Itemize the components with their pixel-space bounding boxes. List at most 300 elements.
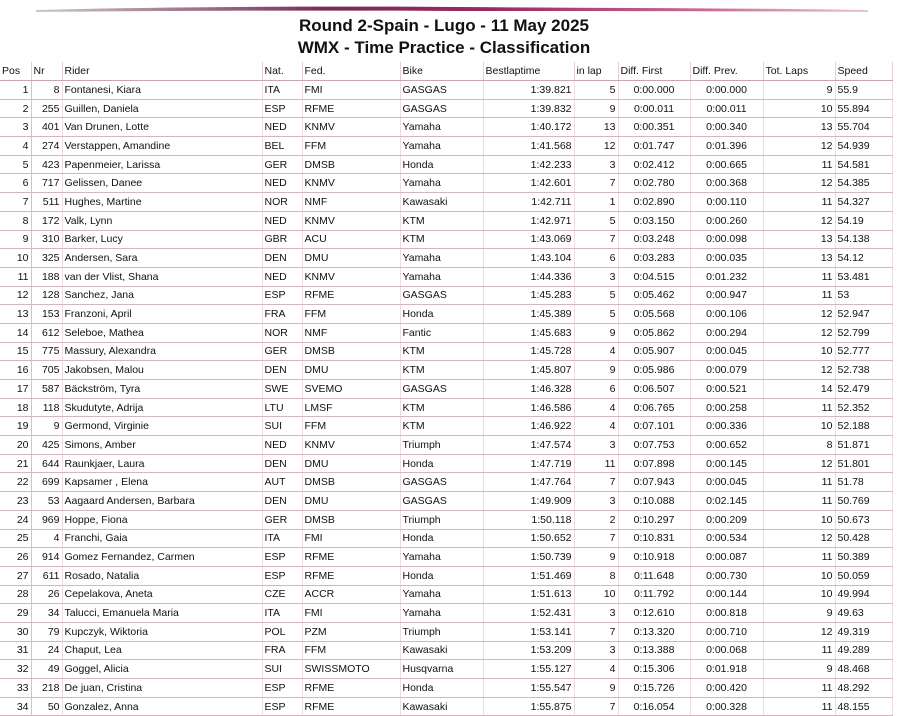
cell-rider: Papenmeier, Larissa bbox=[62, 155, 262, 174]
cell-rider: Aagaard Andersen, Barbara bbox=[62, 492, 262, 511]
cell-diff-first: 0:03.248 bbox=[618, 230, 690, 249]
cell-diff-first: 0:07.898 bbox=[618, 454, 690, 473]
cell-pos: 23 bbox=[0, 492, 31, 511]
cell-nat: DEN bbox=[262, 492, 302, 511]
cell-diff-first: 0:16.054 bbox=[618, 697, 690, 716]
cell-diff-prev: 0:02.145 bbox=[690, 492, 763, 511]
cell-bike: KTM bbox=[400, 361, 483, 380]
cell-bike: Yamaha bbox=[400, 548, 483, 567]
cell-rider: Guillen, Daniela bbox=[62, 99, 262, 118]
cell-rider: Gonzalez, Anna bbox=[62, 697, 262, 716]
cell-pos: 2 bbox=[0, 99, 31, 118]
cell-pos: 29 bbox=[0, 604, 31, 623]
cell-in-lap: 5 bbox=[574, 305, 618, 324]
cell-pos: 4 bbox=[0, 137, 31, 156]
cell-diff-first: 0:15.726 bbox=[618, 679, 690, 698]
cell-tot-laps: 13 bbox=[763, 230, 835, 249]
cell-diff-prev: 0:00.110 bbox=[690, 193, 763, 212]
cell-diff-prev: 0:00.106 bbox=[690, 305, 763, 324]
cell-bike: GASGAS bbox=[400, 492, 483, 511]
cell-in-lap: 12 bbox=[574, 137, 618, 156]
cell-in-lap: 9 bbox=[574, 679, 618, 698]
cell-bestlaptime: 1:51.469 bbox=[483, 566, 574, 585]
cell-nat: ESP bbox=[262, 697, 302, 716]
cell-bestlaptime: 1:43.069 bbox=[483, 230, 574, 249]
cell-diff-first: 0:05.907 bbox=[618, 342, 690, 361]
cell-bike: Kawasaki bbox=[400, 697, 483, 716]
cell-diff-first: 0:13.320 bbox=[618, 622, 690, 641]
cell-nat: FRA bbox=[262, 305, 302, 324]
cell-bike: Triumph bbox=[400, 622, 483, 641]
cell-nat: ITA bbox=[262, 529, 302, 548]
cell-speed: 49.63 bbox=[835, 604, 892, 623]
cell-pos: 18 bbox=[0, 398, 31, 417]
cell-rider: Jakobsen, Malou bbox=[62, 361, 262, 380]
cell-rider: Valk, Lynn bbox=[62, 211, 262, 230]
cell-nat: GBR bbox=[262, 230, 302, 249]
cell-bestlaptime: 1:45.389 bbox=[483, 305, 574, 324]
cell-fed: KNMV bbox=[302, 118, 400, 137]
cell-nr: 218 bbox=[31, 679, 62, 698]
cell-pos: 10 bbox=[0, 249, 31, 268]
cell-nat: NED bbox=[262, 174, 302, 193]
cell-bike: Triumph bbox=[400, 436, 483, 455]
table-row bbox=[0, 155, 892, 174]
cell-speed: 51.78 bbox=[835, 473, 892, 492]
cell-bike: Yamaha bbox=[400, 604, 483, 623]
cell-nr: 274 bbox=[31, 137, 62, 156]
cell-bestlaptime: 1:39.832 bbox=[483, 99, 574, 118]
header-brush-stroke bbox=[36, 5, 868, 13]
cell-diff-first: 0:02.890 bbox=[618, 193, 690, 212]
cell-rider: Gelissen, Danee bbox=[62, 174, 262, 193]
table-row bbox=[0, 529, 892, 548]
cell-in-lap: 7 bbox=[574, 174, 618, 193]
cell-pos: 31 bbox=[0, 641, 31, 660]
column-header-diff-prev: Diff. Prev. bbox=[690, 62, 763, 81]
cell-diff-prev: 0:00.209 bbox=[690, 510, 763, 529]
cell-bestlaptime: 1:42.971 bbox=[483, 211, 574, 230]
cell-in-lap: 3 bbox=[574, 155, 618, 174]
cell-speed: 50.428 bbox=[835, 529, 892, 548]
cell-bestlaptime: 1:41.568 bbox=[483, 137, 574, 156]
cell-nat: LTU bbox=[262, 398, 302, 417]
table-row bbox=[0, 137, 892, 156]
cell-tot-laps: 11 bbox=[763, 286, 835, 305]
cell-speed: 48.468 bbox=[835, 660, 892, 679]
cell-speed: 54.939 bbox=[835, 137, 892, 156]
cell-nat: NOR bbox=[262, 193, 302, 212]
cell-nat: SUI bbox=[262, 417, 302, 436]
cell-nat: ESP bbox=[262, 286, 302, 305]
table-row bbox=[0, 267, 892, 286]
cell-bike: Husqvarna bbox=[400, 660, 483, 679]
cell-tot-laps: 11 bbox=[763, 697, 835, 716]
cell-diff-first: 0:07.753 bbox=[618, 436, 690, 455]
cell-in-lap: 3 bbox=[574, 436, 618, 455]
cell-diff-prev: 0:00.665 bbox=[690, 155, 763, 174]
cell-rider: Skudutyte, Adrija bbox=[62, 398, 262, 417]
cell-bike: Yamaha bbox=[400, 174, 483, 193]
cell-nr: 128 bbox=[31, 286, 62, 305]
cell-speed: 52.352 bbox=[835, 398, 892, 417]
cell-diff-first: 0:03.283 bbox=[618, 249, 690, 268]
cell-bestlaptime: 1:45.728 bbox=[483, 342, 574, 361]
cell-speed: 55.894 bbox=[835, 99, 892, 118]
cell-nr: 34 bbox=[31, 604, 62, 623]
cell-bestlaptime: 1:45.683 bbox=[483, 323, 574, 342]
cell-speed: 55.704 bbox=[835, 118, 892, 137]
cell-speed: 52.799 bbox=[835, 323, 892, 342]
cell-bestlaptime: 1:49.909 bbox=[483, 492, 574, 511]
cell-nr: 49 bbox=[31, 660, 62, 679]
cell-tot-laps: 10 bbox=[763, 342, 835, 361]
cell-pos: 11 bbox=[0, 267, 31, 286]
cell-bike: KTM bbox=[400, 211, 483, 230]
cell-in-lap: 3 bbox=[574, 604, 618, 623]
cell-in-lap: 9 bbox=[574, 99, 618, 118]
cell-fed: RFME bbox=[302, 548, 400, 567]
cell-pos: 8 bbox=[0, 211, 31, 230]
cell-bike: Honda bbox=[400, 679, 483, 698]
table-row bbox=[0, 193, 892, 212]
cell-bestlaptime: 1:50.118 bbox=[483, 510, 574, 529]
cell-fed: RFME bbox=[302, 679, 400, 698]
cell-tot-laps: 10 bbox=[763, 99, 835, 118]
table-row bbox=[0, 380, 892, 399]
cell-pos: 14 bbox=[0, 323, 31, 342]
cell-rider: Gomez Fernandez, Carmen bbox=[62, 548, 262, 567]
cell-in-lap: 5 bbox=[574, 211, 618, 230]
cell-speed: 54.327 bbox=[835, 193, 892, 212]
cell-speed: 49.994 bbox=[835, 585, 892, 604]
column-header-tot-laps: Tot. Laps bbox=[763, 62, 835, 81]
cell-diff-first: 0:05.568 bbox=[618, 305, 690, 324]
cell-fed: DMSB bbox=[302, 155, 400, 174]
cell-pos: 3 bbox=[0, 118, 31, 137]
cell-nat: NOR bbox=[262, 323, 302, 342]
cell-speed: 52.188 bbox=[835, 417, 892, 436]
cell-fed: DMU bbox=[302, 249, 400, 268]
cell-nat: SWE bbox=[262, 380, 302, 399]
cell-bike: Triumph bbox=[400, 510, 483, 529]
cell-in-lap: 3 bbox=[574, 267, 618, 286]
cell-pos: 22 bbox=[0, 473, 31, 492]
cell-pos: 30 bbox=[0, 622, 31, 641]
cell-nr: 9 bbox=[31, 417, 62, 436]
cell-diff-prev: 0:00.947 bbox=[690, 286, 763, 305]
cell-fed: KNMV bbox=[302, 211, 400, 230]
cell-diff-first: 0:01.747 bbox=[618, 137, 690, 156]
cell-bestlaptime: 1:47.764 bbox=[483, 473, 574, 492]
cell-bestlaptime: 1:47.719 bbox=[483, 454, 574, 473]
cell-speed: 54.385 bbox=[835, 174, 892, 193]
cell-in-lap: 10 bbox=[574, 585, 618, 604]
table-row bbox=[0, 660, 892, 679]
cell-bike: Kawasaki bbox=[400, 641, 483, 660]
cell-bestlaptime: 1:46.328 bbox=[483, 380, 574, 399]
cell-bestlaptime: 1:43.104 bbox=[483, 249, 574, 268]
cell-nat: DEN bbox=[262, 454, 302, 473]
cell-speed: 49.319 bbox=[835, 622, 892, 641]
table-row bbox=[0, 566, 892, 585]
cell-diff-prev: 0:00.098 bbox=[690, 230, 763, 249]
cell-rider: Massury, Alexandra bbox=[62, 342, 262, 361]
cell-pos: 1 bbox=[0, 81, 31, 100]
cell-bike: GASGAS bbox=[400, 286, 483, 305]
cell-speed: 51.801 bbox=[835, 454, 892, 473]
cell-bike: GASGAS bbox=[400, 99, 483, 118]
cell-in-lap: 7 bbox=[574, 697, 618, 716]
cell-diff-first: 0:10.918 bbox=[618, 548, 690, 567]
cell-in-lap: 5 bbox=[574, 81, 618, 100]
cell-diff-first: 0:06.765 bbox=[618, 398, 690, 417]
cell-in-lap: 7 bbox=[574, 622, 618, 641]
cell-nr: 310 bbox=[31, 230, 62, 249]
cell-diff-prev: 0:00.068 bbox=[690, 641, 763, 660]
cell-rider: Simons, Amber bbox=[62, 436, 262, 455]
cell-nat: BEL bbox=[262, 137, 302, 156]
cell-rider: Kapsamer , Elena bbox=[62, 473, 262, 492]
cell-fed: FFM bbox=[302, 641, 400, 660]
cell-bestlaptime: 1:39.821 bbox=[483, 81, 574, 100]
cell-diff-first: 0:04.515 bbox=[618, 267, 690, 286]
cell-diff-prev: 0:00.011 bbox=[690, 99, 763, 118]
cell-rider: Bäckström, Tyra bbox=[62, 380, 262, 399]
cell-in-lap: 4 bbox=[574, 398, 618, 417]
cell-pos: 20 bbox=[0, 436, 31, 455]
cell-speed: 52.738 bbox=[835, 361, 892, 380]
cell-pos: 9 bbox=[0, 230, 31, 249]
cell-rider: Franzoni, April bbox=[62, 305, 262, 324]
table-row bbox=[0, 342, 892, 361]
cell-pos: 7 bbox=[0, 193, 31, 212]
table-row bbox=[0, 211, 892, 230]
cell-bike: Yamaha bbox=[400, 137, 483, 156]
cell-speed: 54.12 bbox=[835, 249, 892, 268]
cell-tot-laps: 11 bbox=[763, 473, 835, 492]
cell-tot-laps: 10 bbox=[763, 566, 835, 585]
cell-speed: 53.481 bbox=[835, 267, 892, 286]
cell-tot-laps: 13 bbox=[763, 118, 835, 137]
cell-fed: KNMV bbox=[302, 174, 400, 193]
cell-in-lap: 6 bbox=[574, 249, 618, 268]
cell-pos: 5 bbox=[0, 155, 31, 174]
table-row bbox=[0, 305, 892, 324]
table-row bbox=[0, 398, 892, 417]
cell-nr: 401 bbox=[31, 118, 62, 137]
cell-rider: Goggel, Alicia bbox=[62, 660, 262, 679]
cell-nr: 511 bbox=[31, 193, 62, 212]
table-row bbox=[0, 249, 892, 268]
cell-rider: Hughes, Martine bbox=[62, 193, 262, 212]
table-row bbox=[0, 492, 892, 511]
cell-pos: 21 bbox=[0, 454, 31, 473]
cell-bestlaptime: 1:46.586 bbox=[483, 398, 574, 417]
cell-bike: KTM bbox=[400, 342, 483, 361]
cell-tot-laps: 12 bbox=[763, 211, 835, 230]
cell-fed: FMI bbox=[302, 81, 400, 100]
cell-diff-prev: 0:01.918 bbox=[690, 660, 763, 679]
cell-fed: RFME bbox=[302, 99, 400, 118]
cell-nr: 587 bbox=[31, 380, 62, 399]
cell-in-lap: 7 bbox=[574, 529, 618, 548]
cell-diff-prev: 0:00.420 bbox=[690, 679, 763, 698]
cell-nr: 79 bbox=[31, 622, 62, 641]
cell-pos: 34 bbox=[0, 697, 31, 716]
cell-bestlaptime: 1:53.141 bbox=[483, 622, 574, 641]
cell-diff-prev: 0:00.045 bbox=[690, 342, 763, 361]
cell-diff-prev: 0:01.396 bbox=[690, 137, 763, 156]
cell-nr: 699 bbox=[31, 473, 62, 492]
table-row bbox=[0, 604, 892, 623]
cell-fed: NMF bbox=[302, 323, 400, 342]
cell-nr: 611 bbox=[31, 566, 62, 585]
cell-fed: ACU bbox=[302, 230, 400, 249]
table-row bbox=[0, 81, 892, 100]
table-row bbox=[0, 174, 892, 193]
cell-nr: 717 bbox=[31, 174, 62, 193]
cell-pos: 33 bbox=[0, 679, 31, 698]
cell-speed: 54.19 bbox=[835, 211, 892, 230]
cell-speed: 55.9 bbox=[835, 81, 892, 100]
cell-tot-laps: 9 bbox=[763, 604, 835, 623]
cell-tot-laps: 11 bbox=[763, 548, 835, 567]
cell-fed: SVEMO bbox=[302, 380, 400, 399]
cell-tot-laps: 12 bbox=[763, 174, 835, 193]
cell-bestlaptime: 1:50.652 bbox=[483, 529, 574, 548]
cell-diff-first: 0:00.000 bbox=[618, 81, 690, 100]
column-header-fed: Fed. bbox=[302, 62, 400, 81]
cell-bike: Honda bbox=[400, 529, 483, 548]
cell-nat: GER bbox=[262, 155, 302, 174]
cell-diff-first: 0:11.648 bbox=[618, 566, 690, 585]
cell-fed: FFM bbox=[302, 137, 400, 156]
cell-nr: 969 bbox=[31, 510, 62, 529]
page-title: Round 2-Spain - Lugo - 11 May 2025 bbox=[299, 16, 589, 35]
cell-nr: 188 bbox=[31, 267, 62, 286]
cell-tot-laps: 9 bbox=[763, 81, 835, 100]
table-row bbox=[0, 585, 892, 604]
cell-diff-first: 0:11.792 bbox=[618, 585, 690, 604]
cell-diff-first: 0:10.088 bbox=[618, 492, 690, 511]
cell-tot-laps: 13 bbox=[763, 249, 835, 268]
cell-tot-laps: 11 bbox=[763, 679, 835, 698]
table-row bbox=[0, 473, 892, 492]
cell-diff-prev: 0:00.045 bbox=[690, 473, 763, 492]
cell-nr: 612 bbox=[31, 323, 62, 342]
cell-bestlaptime: 1:50.739 bbox=[483, 548, 574, 567]
cell-tot-laps: 10 bbox=[763, 510, 835, 529]
cell-diff-prev: 0:00.340 bbox=[690, 118, 763, 137]
cell-diff-first: 0:00.351 bbox=[618, 118, 690, 137]
cell-diff-prev: 0:00.260 bbox=[690, 211, 763, 230]
cell-diff-first: 0:10.297 bbox=[618, 510, 690, 529]
cell-bike: KTM bbox=[400, 230, 483, 249]
cell-nat: DEN bbox=[262, 249, 302, 268]
column-header-nr: Nr bbox=[31, 62, 62, 81]
cell-bestlaptime: 1:40.172 bbox=[483, 118, 574, 137]
cell-nat: ESP bbox=[262, 99, 302, 118]
cell-pos: 26 bbox=[0, 548, 31, 567]
cell-in-lap: 3 bbox=[574, 492, 618, 511]
cell-tot-laps: 12 bbox=[763, 529, 835, 548]
cell-nr: 325 bbox=[31, 249, 62, 268]
cell-in-lap: 9 bbox=[574, 548, 618, 567]
cell-bike: Yamaha bbox=[400, 249, 483, 268]
cell-nr: 118 bbox=[31, 398, 62, 417]
cell-tot-laps: 11 bbox=[763, 398, 835, 417]
cell-pos: 27 bbox=[0, 566, 31, 585]
cell-tot-laps: 10 bbox=[763, 585, 835, 604]
cell-speed: 50.389 bbox=[835, 548, 892, 567]
cell-nr: 425 bbox=[31, 436, 62, 455]
cell-rider: Kupczyk, Wiktoria bbox=[62, 622, 262, 641]
cell-nat: ESP bbox=[262, 548, 302, 567]
cell-diff-prev: 0:00.144 bbox=[690, 585, 763, 604]
cell-fed: FMI bbox=[302, 529, 400, 548]
column-header-in-lap: in lap bbox=[574, 62, 618, 81]
cell-diff-first: 0:10.831 bbox=[618, 529, 690, 548]
cell-in-lap: 13 bbox=[574, 118, 618, 137]
cell-bestlaptime: 1:42.601 bbox=[483, 174, 574, 193]
cell-bike: KTM bbox=[400, 398, 483, 417]
cell-diff-prev: 0:00.652 bbox=[690, 436, 763, 455]
cell-fed: PZM bbox=[302, 622, 400, 641]
cell-nr: 172 bbox=[31, 211, 62, 230]
cell-pos: 12 bbox=[0, 286, 31, 305]
cell-nr: 4 bbox=[31, 529, 62, 548]
page-subtitle: WMX - Time Practice - Classification bbox=[297, 38, 591, 57]
cell-bike: Honda bbox=[400, 454, 483, 473]
cell-fed: FFM bbox=[302, 305, 400, 324]
cell-nr: 8 bbox=[31, 81, 62, 100]
cell-nat: GER bbox=[262, 510, 302, 529]
cell-fed: FMI bbox=[302, 604, 400, 623]
cell-nat: NED bbox=[262, 267, 302, 286]
cell-diff-prev: 0:00.145 bbox=[690, 454, 763, 473]
cell-pos: 19 bbox=[0, 417, 31, 436]
cell-diff-first: 0:02.780 bbox=[618, 174, 690, 193]
cell-bestlaptime: 1:42.711 bbox=[483, 193, 574, 212]
cell-diff-first: 0:07.943 bbox=[618, 473, 690, 492]
cell-in-lap: 4 bbox=[574, 417, 618, 436]
cell-bestlaptime: 1:47.574 bbox=[483, 436, 574, 455]
cell-tot-laps: 11 bbox=[763, 155, 835, 174]
cell-bestlaptime: 1:42.233 bbox=[483, 155, 574, 174]
cell-fed: DMSB bbox=[302, 473, 400, 492]
cell-diff-prev: 0:00.087 bbox=[690, 548, 763, 567]
cell-pos: 16 bbox=[0, 361, 31, 380]
cell-diff-first: 0:13.388 bbox=[618, 641, 690, 660]
cell-in-lap: 9 bbox=[574, 361, 618, 380]
cell-diff-first: 0:02.412 bbox=[618, 155, 690, 174]
cell-speed: 52.777 bbox=[835, 342, 892, 361]
cell-diff-prev: 0:00.521 bbox=[690, 380, 763, 399]
table-row bbox=[0, 230, 892, 249]
cell-bike: Honda bbox=[400, 305, 483, 324]
cell-tot-laps: 11 bbox=[763, 492, 835, 511]
cell-nat: NED bbox=[262, 211, 302, 230]
cell-pos: 6 bbox=[0, 174, 31, 193]
cell-nr: 153 bbox=[31, 305, 62, 324]
cell-speed: 50.059 bbox=[835, 566, 892, 585]
table-row bbox=[0, 548, 892, 567]
cell-speed: 54.138 bbox=[835, 230, 892, 249]
cell-fed: DMU bbox=[302, 361, 400, 380]
cell-pos: 13 bbox=[0, 305, 31, 324]
cell-diff-prev: 0:00.818 bbox=[690, 604, 763, 623]
